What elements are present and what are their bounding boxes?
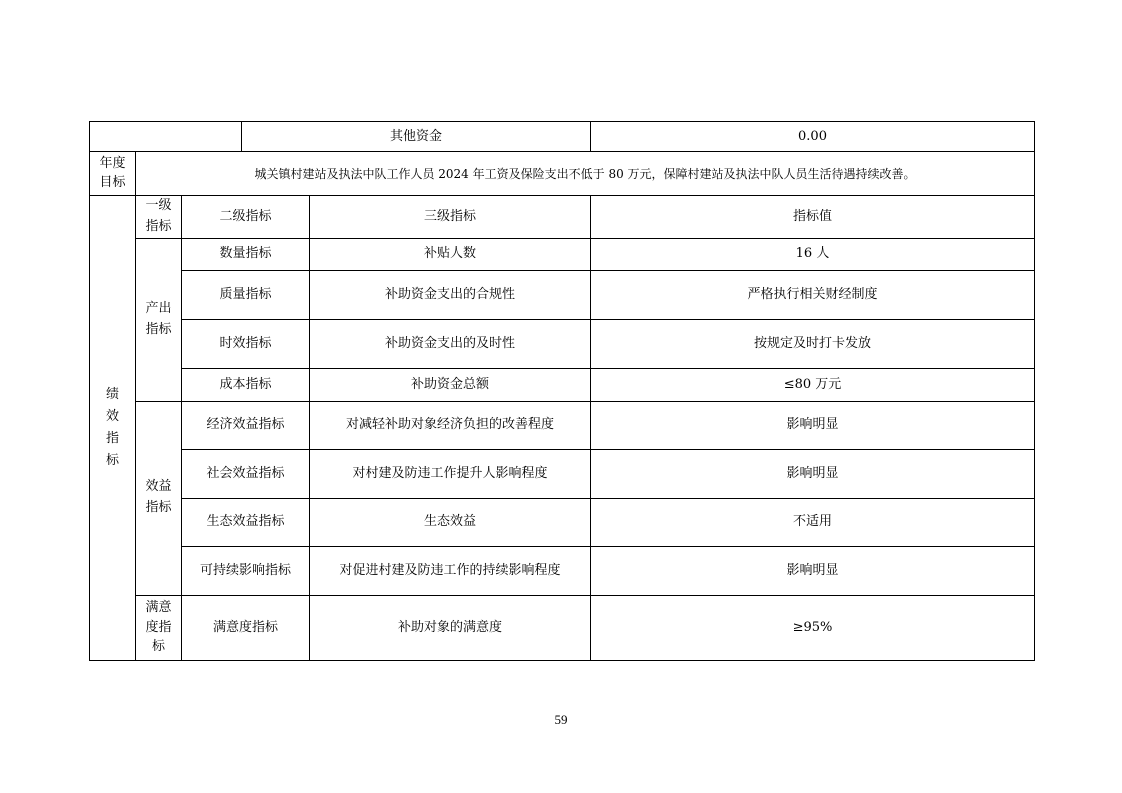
group-level1-text: 产出指标 (145, 300, 172, 337)
group-level1 (136, 238, 182, 401)
row-value: 影响明显 (591, 401, 1035, 449)
row-value: 16 人 (591, 238, 1035, 270)
row-value: 影响明显 (591, 449, 1035, 498)
table-row (90, 595, 1035, 660)
fund-row (90, 122, 1035, 152)
fund-blank-cell (90, 122, 242, 152)
group-level1 (136, 401, 182, 595)
table-row (90, 546, 1035, 595)
row-level2: 时效指标 (182, 319, 310, 368)
row-level3: 补助资金支出的合规性 (310, 270, 591, 319)
group-level1 (136, 595, 182, 660)
header-level2: 二级指标 (182, 196, 310, 239)
table-row (90, 401, 1035, 449)
header-row (90, 196, 1035, 239)
row-level3: 补助资金总额 (310, 368, 591, 401)
row-level3: 对促进村建及防违工作的持续影响程度 (310, 546, 591, 595)
row-level3: 对村建及防违工作提升人影响程度 (310, 449, 591, 498)
row-level3: 补贴人数 (310, 238, 591, 270)
row-level2: 社会效益指标 (182, 449, 310, 498)
row-value: ≤80 万元 (591, 368, 1035, 401)
table-row (90, 319, 1035, 368)
annual-goal-text: 城关镇村建站及执法中队工作人员 2024 年工资及保险支出不低于 80 万元，保障村建站及执法中队人员生活待遇持续改善。 (136, 152, 1035, 196)
perf-label-text: 绩效指标 (106, 386, 120, 468)
table-row (90, 498, 1035, 546)
row-level3: 补助资金支出的及时性 (310, 319, 591, 368)
row-level2: 数量指标 (182, 238, 310, 270)
row-value: ≥95% (591, 595, 1035, 660)
page-number: 59 (554, 712, 568, 727)
row-level2: 满意度指标 (182, 595, 310, 660)
row-value: 影响明显 (591, 546, 1035, 595)
fund-label: 其他资金 (242, 122, 591, 152)
table-row (90, 270, 1035, 319)
row-level2: 经济效益指标 (182, 401, 310, 449)
row-level3: 补助对象的满意度 (310, 595, 591, 660)
row-value: 严格执行相关财经制度 (591, 270, 1035, 319)
row-level3: 生态效益 (310, 498, 591, 546)
row-level2: 质量指标 (182, 270, 310, 319)
header-value: 指标值 (591, 196, 1035, 239)
group-level1-text: 满意度指标 (145, 600, 172, 655)
annual-goal-label (90, 152, 136, 196)
row-level2: 成本指标 (182, 368, 310, 401)
table-row (90, 368, 1035, 401)
group-level1-text: 效益指标 (145, 479, 172, 516)
row-value: 按规定及时打卡发放 (591, 319, 1035, 368)
row-level2: 可持续影响指标 (182, 546, 310, 595)
header-level3: 三级指标 (310, 196, 591, 239)
row-level3: 对减轻补助对象经济负担的改善程度 (310, 401, 591, 449)
annual-goal-label-text: 年度目标 (99, 156, 126, 190)
table-row (90, 449, 1035, 498)
header-level1 (136, 196, 182, 239)
row-level2: 生态效益指标 (182, 498, 310, 546)
header-level1-text: 一级指标 (145, 198, 172, 234)
row-value: 不适用 (591, 498, 1035, 546)
table-row (90, 238, 1035, 270)
performance-table (89, 121, 1035, 661)
annual-goal-row (90, 152, 1035, 196)
fund-value: 0.00 (591, 122, 1035, 152)
perf-label (90, 196, 136, 661)
